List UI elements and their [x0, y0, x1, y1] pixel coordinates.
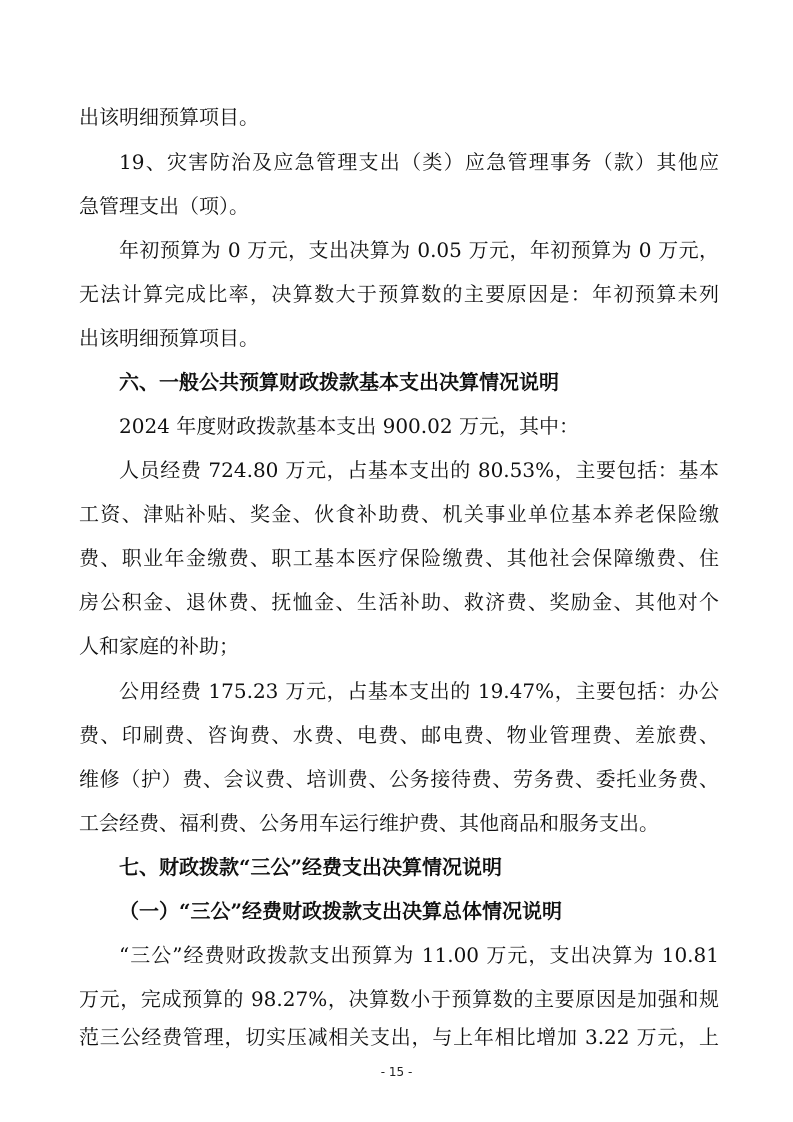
paragraph-line: 费、印刷费、咨询费、水费、电费、邮电费、物业管理费、差旅费、 — [79, 723, 719, 747]
paragraph-line: “三公”经费财政拨款支出预算为 11.00 万元，支出决算为 10.81 — [119, 943, 719, 967]
paragraph-line: 无法计算完成比率，决算数大于预算数的主要原因是：年初预算未列 — [79, 282, 719, 306]
paragraph-line: 人和家庭的补助； — [79, 634, 239, 658]
paragraph-line: 急管理支出（项）。 — [79, 194, 249, 218]
paragraph-line: 房公积金、退休费、抚恤金、生活补助、救济费、奖励金、其他对个 — [79, 590, 719, 614]
paragraph-line: 范三公经费管理，切实压减相关支出，与上年相比增加 3.22 万元，上 — [79, 1025, 719, 1049]
paragraph-line: 费、职业年金缴费、职工基本医疗保险缴费、其他社会保障缴费、住 — [79, 546, 719, 570]
subsection-heading: （一）“三公”经费财政拨款支出决算总体情况说明 — [119, 899, 563, 923]
paragraph-line: 人员经费 724.80 万元，占基本支出的 80.53%，主要包括：基本 — [119, 458, 719, 482]
section-heading: 六、一般公共预算财政拨款基本支出决算情况说明 — [119, 370, 559, 394]
paragraph-line: 维修（护）费、会议费、培训费、公务接待费、劳务费、委托业务费、 — [79, 767, 719, 791]
paragraph-line: 万元，完成预算的 98.27%，决算数小于预算数的主要原因是加强和规 — [79, 987, 719, 1011]
paragraph-line: 出该明细预算项目。 — [79, 105, 259, 129]
paragraph-line: 公用经费 175.23 万元，占基本支出的 19.47%，主要包括：办公 — [119, 679, 719, 703]
paragraph-line: 年初预算为 0 万元，支出决算为 0.05 万元，年初预算为 0 万元， — [119, 238, 719, 262]
section-heading: 七、财政拨款“三公”经费支出决算情况说明 — [119, 855, 503, 879]
paragraph-line: 出该明细预算项目。 — [79, 326, 259, 350]
page-number: - 15 - — [380, 1065, 413, 1079]
paragraph-line: 19、灾害防治及应急管理支出（类）应急管理事务（款）其他应 — [119, 150, 719, 174]
paragraph-line: 2024 年度财政拨款基本支出 900.02 万元，其中： — [119, 414, 579, 438]
paragraph-line: 工资、津贴补贴、奖金、伙食补助费、机关事业单位基本养老保险缴 — [79, 502, 719, 526]
paragraph-line: 工会经费、福利费、公务用车运行维护费、其他商品和服务支出。 — [79, 811, 659, 835]
